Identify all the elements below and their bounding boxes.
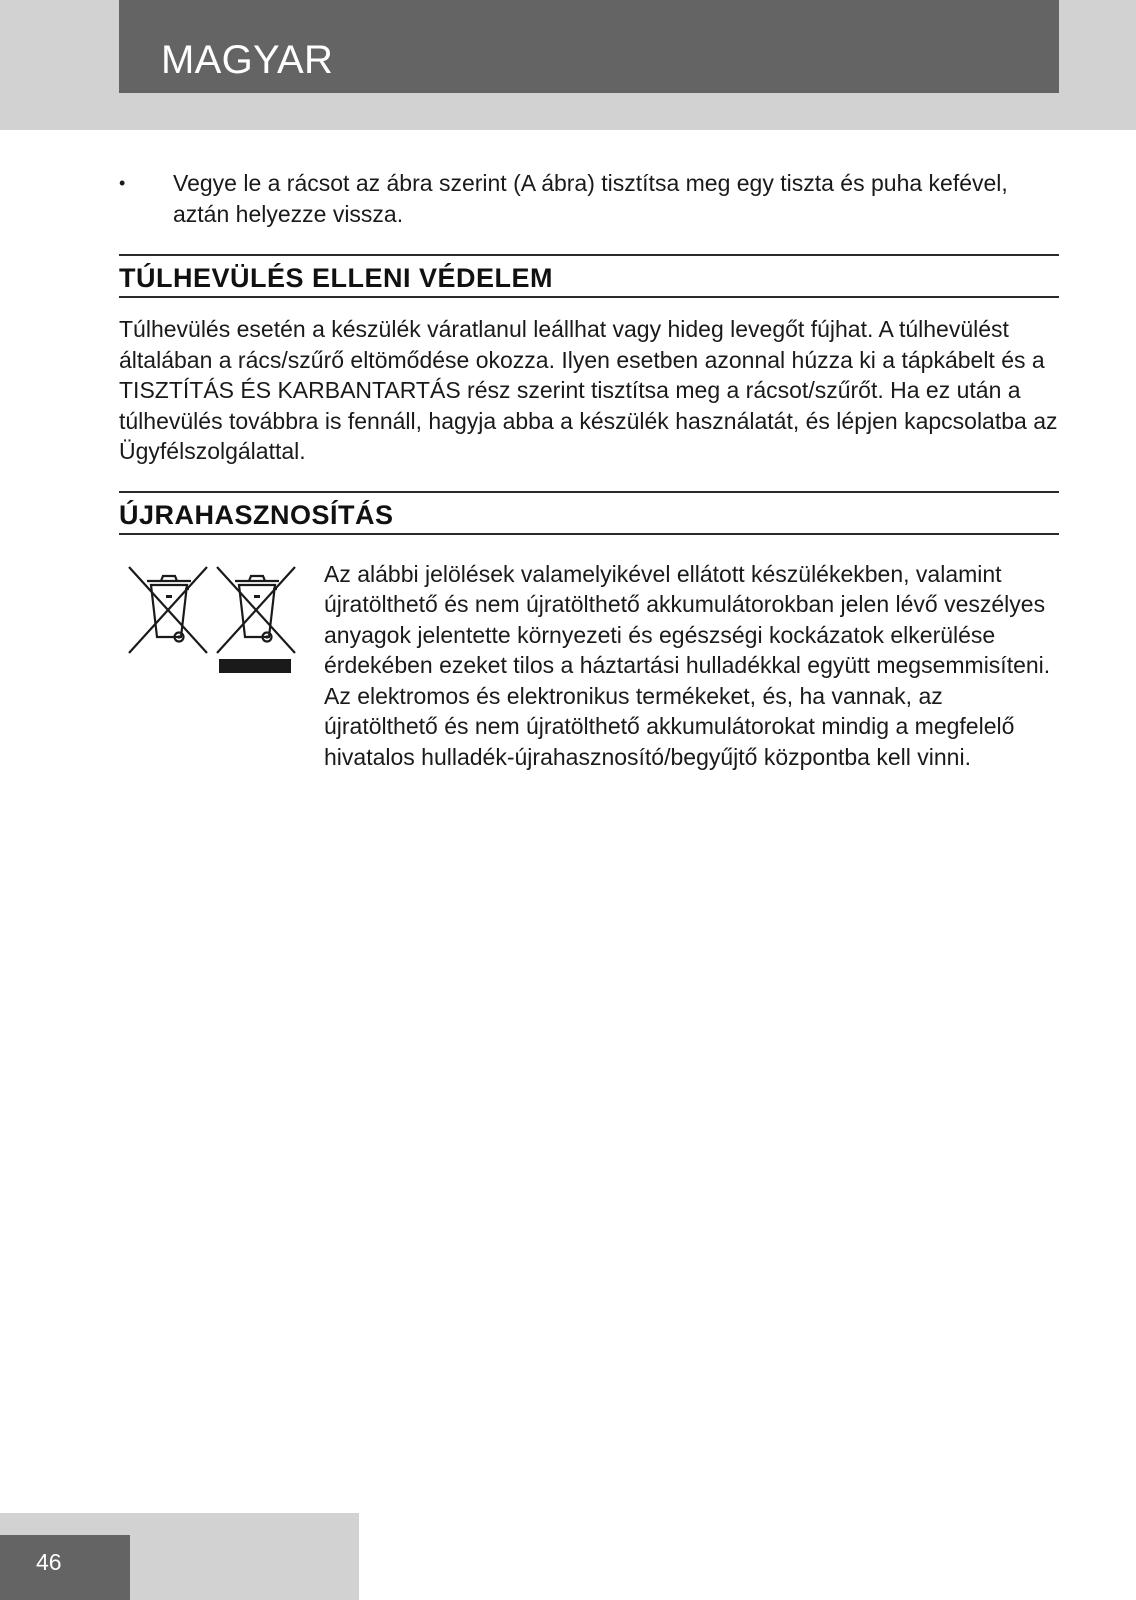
language-header	[119, 0, 1059, 93]
overheat-section	[119, 254, 1059, 467]
recycling-title: ÚJRAHASZNOSÍTÁS	[119, 499, 394, 530]
bullet-text: Vegye le a rácsot az ábra szerint (A ábra) tisztítsa meg egy tiszta és puha kefével, aztán helyezze vissza.	[173, 170, 1008, 227]
recycling-row	[119, 560, 1059, 773]
overheat-title: TÚLHEVÜLÉS ELLENI VÉDELEM	[119, 263, 554, 293]
weee-crossed-bin-with-bar-icon	[215, 565, 299, 675]
section-heading-bar	[119, 254, 1059, 298]
list-item	[119, 168, 1059, 230]
language-title: MAGYAR	[161, 38, 334, 82]
overheat-paragraph: Túlhevülés esetén a készülék váratlanul leállhat vagy hideg levegőt fújhat. A túlhevülést általában a rács/szűrő eltömődése okozza. Ilyen esetben azonnal húzza ki a tápkábelt és a TISZTÍTÁS ÉS KARBANTARTÁS rész szerint tisztítsa meg a rácsot/szűrőt. Ha ez után a túlhevülés továbbra is fennáll, hagyja abba a készülék használatát, és lépjen kapcsolatba az Ügyfélszolgálattal.	[119, 316, 1058, 464]
page-number-box	[0, 1535, 130, 1600]
recycling-paragraph: Az alábbi jelölések valamelyikével ellátott készülékekben, valamint újratölthető és nem újratölthető akkumulátorokban jelen lévő veszélyes anyagok jelentette környezeti és egészségi kockázatok elkerülése érdekében ezeket tilos a háztartási hulladékkal együtt megsemmisíteni. Az elektromos és elektronikus termékeket, és, ha vannak, az újratölthető és nem újratölthető akkumulátorokat mindig a megfelelő hivatalos hulladék-újrahasznosító/begyűjtő központba kell vinni.	[324, 560, 1051, 770]
page-number: 46	[36, 1549, 62, 1575]
section-heading-bar	[119, 491, 1059, 535]
recycling-section	[119, 491, 1059, 773]
recycling-icons	[119, 565, 324, 773]
weee-crossed-bin-icon	[127, 565, 211, 657]
page-content	[119, 168, 1059, 772]
bullet-marker: •	[119, 173, 126, 193]
